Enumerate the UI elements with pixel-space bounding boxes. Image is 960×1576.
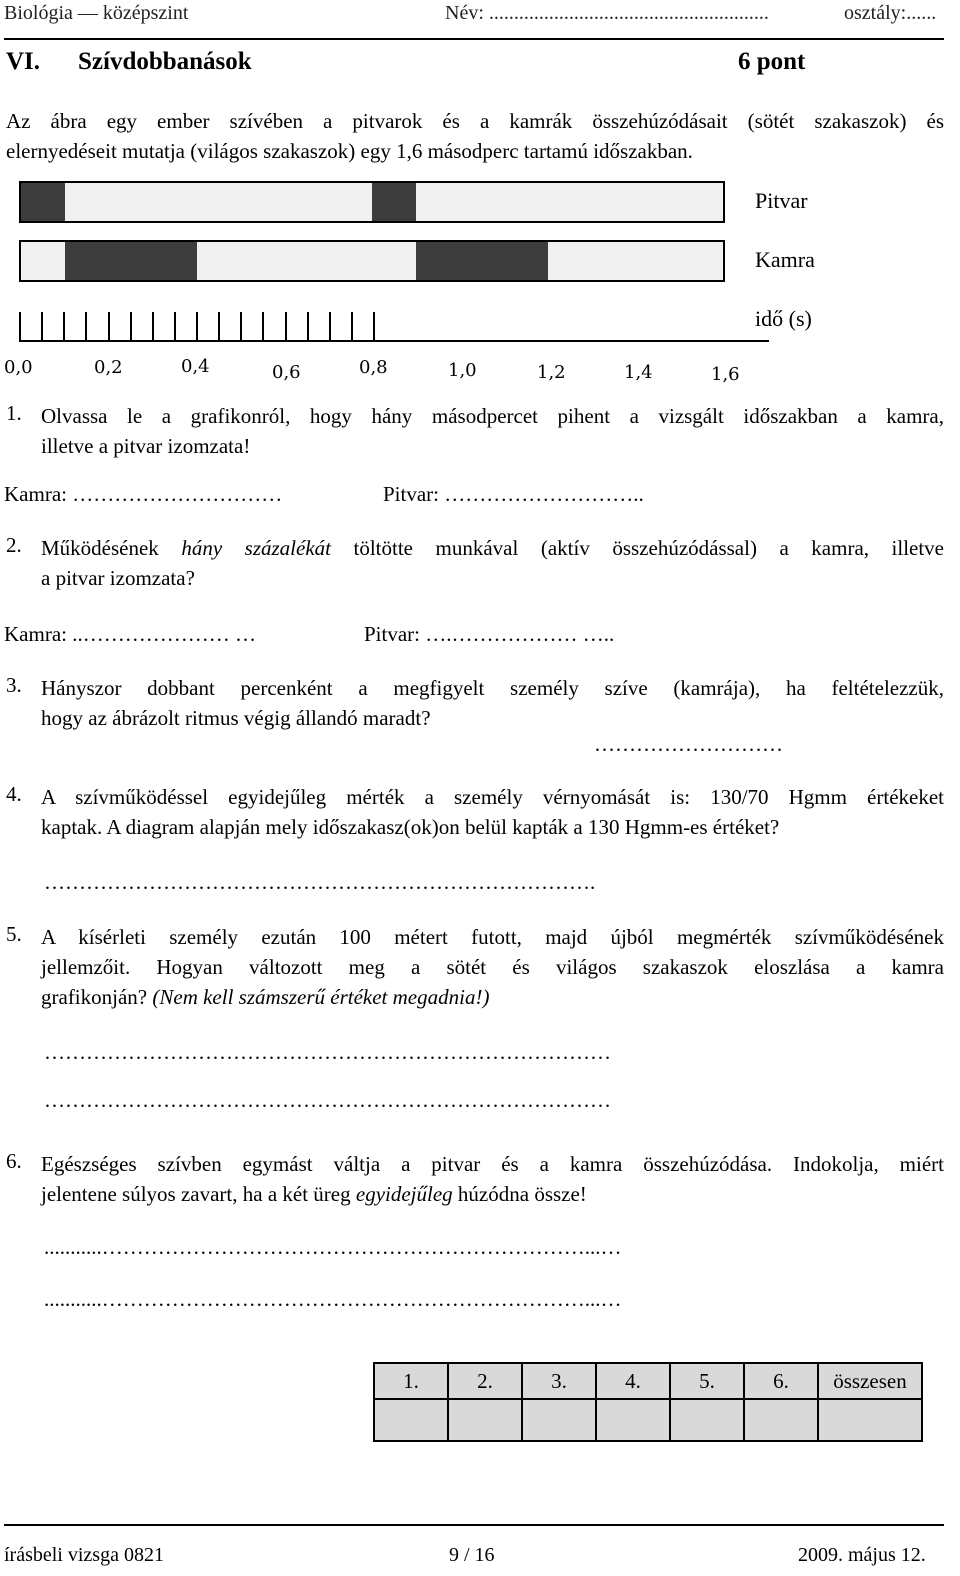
score-header-1: 1. xyxy=(374,1363,448,1399)
q2-text-post: töltötte munkával (aktív összehúzódással) a kamra, illetve xyxy=(331,536,945,560)
time-axis-tick-label: 0,6 xyxy=(272,362,301,383)
time-axis-tick-label: 0,4 xyxy=(181,356,210,377)
score-table xyxy=(373,1362,923,1442)
time-axis-tick xyxy=(174,312,176,342)
score-header-6: 6. xyxy=(744,1363,818,1399)
time-axis-tick-label: 0,8 xyxy=(359,357,388,378)
q1-answer-kamra[interactable]: Kamra: ………………………… xyxy=(4,482,283,506)
score-cell-2[interactable] xyxy=(448,1399,522,1441)
q2-answer-kamra[interactable]: Kamra: ..………………… … xyxy=(4,622,256,646)
q2-answer-pitvar[interactable]: Pitvar: ….……………… ….. xyxy=(364,622,615,646)
q2-number: 2. xyxy=(6,533,22,557)
score-header-3: 3. xyxy=(522,1363,596,1399)
time-axis-label: idő (s) xyxy=(755,306,812,331)
q3-number: 3. xyxy=(6,673,22,697)
score-header-2: 2. xyxy=(448,1363,522,1399)
q2-text-emphasis: hány százalékát xyxy=(181,536,331,560)
score-header-total: összesen xyxy=(818,1363,922,1399)
kamra-contraction-1 xyxy=(65,242,197,280)
time-axis-tick-label: 1,4 xyxy=(624,362,653,383)
time-axis-tick xyxy=(108,312,110,342)
score-header-4: 4. xyxy=(596,1363,670,1399)
time-axis-tick xyxy=(85,312,87,342)
q4-line-2: kaptak. A diagram alapján mely időszakasz(ok)on belül kapták a 130 Hgmm-es értéket? xyxy=(41,815,780,839)
q2-line-2: a pitvar izomzata? xyxy=(41,566,195,590)
time-axis-tick xyxy=(152,312,154,342)
q3-answer[interactable]: ……………………… xyxy=(594,732,783,756)
q5-answer-line-1[interactable]: ……………………………………………………………………… xyxy=(44,1040,611,1064)
q1-number: 1. xyxy=(6,401,22,425)
q5-line-2: jellemzőit. Hogyan változott meg a sötét és világos szakaszok eloszlása a kamra xyxy=(41,955,944,979)
q6-number: 6. xyxy=(6,1149,22,1173)
score-cell-6[interactable] xyxy=(744,1399,818,1441)
time-axis-tick xyxy=(329,312,331,342)
score-cell-3[interactable] xyxy=(522,1399,596,1441)
q5-number: 5. xyxy=(6,922,22,946)
q6-text-post: húzódna össze! xyxy=(452,1182,587,1206)
pitvar-contraction-1 xyxy=(21,183,65,221)
q4-number: 4. xyxy=(6,782,22,806)
time-axis-tick xyxy=(240,312,242,342)
q6-line-2 xyxy=(41,1179,944,1209)
time-axis-tick-label: 1,2 xyxy=(537,362,566,383)
kamra-bar xyxy=(19,240,725,282)
q4-line-1: A szívműködéssel egyidejűleg mérték a személy vérnyomását is: 130/70 Hgmm értékeket xyxy=(41,785,944,809)
pitvar-contraction-2 xyxy=(372,183,416,221)
q5-line-1: A kísérleti személy ezután 100 métert futott, majd újból megmérték szívműködésének xyxy=(41,925,944,949)
time-axis-tick-label: 0,0 xyxy=(4,357,33,378)
section-number: VI. xyxy=(6,48,41,75)
score-header-5: 5. xyxy=(670,1363,744,1399)
q5-text-pre: grafikonján? xyxy=(41,985,153,1009)
time-axis-tick-label: 1,6 xyxy=(711,364,740,385)
q5-text-emphasis: (Nem kell számszerű értéket megadnia!) xyxy=(152,985,490,1009)
footer-exam-code: írásbeli vizsga 0821 xyxy=(4,1544,164,1566)
time-axis-tick xyxy=(196,312,198,342)
section-title: Szívdobbanások xyxy=(78,48,252,75)
time-axis-tick xyxy=(285,312,287,342)
intro-line-2: elernyedéseit mutatja (világos szakaszok) egy 1,6 másodperc tartamú időszakban. xyxy=(6,139,693,163)
time-axis-tick-label: 0,2 xyxy=(94,357,123,378)
header-name-field: Név: ........................................................ xyxy=(445,2,769,24)
q2-line-1 xyxy=(41,533,944,563)
q6-line-1: Egészséges szívben egymást váltja a pitvar és a kamra összehúzódása. Indokolja, miért xyxy=(41,1152,944,1176)
q2-text-pre: Működésének xyxy=(41,536,182,560)
kamra-contraction-2 xyxy=(416,242,548,280)
score-cell-1[interactable] xyxy=(374,1399,448,1441)
q4-answer[interactable]: ……………………………………………………………………. xyxy=(44,870,596,894)
time-axis-tick-label: 1,0 xyxy=(448,360,477,381)
pitvar-bar xyxy=(19,181,725,223)
q6-answer-line-2[interactable]: ...........……………………………………………………………...… xyxy=(44,1287,622,1311)
q3-line-1: Hányszor dobbant percenként a megfigyelt személy szíve (kamrája), ha feltételezzük, xyxy=(41,676,944,700)
footer-date: 2009. május 12. xyxy=(798,1544,926,1566)
header-rule xyxy=(4,38,944,40)
time-axis-tick xyxy=(19,312,21,342)
pitvar-label: Pitvar xyxy=(755,188,808,213)
header-class-field: osztály:...... xyxy=(844,2,937,24)
section-points: 6 pont xyxy=(738,48,806,75)
score-cell-total[interactable] xyxy=(818,1399,922,1441)
time-axis-tick xyxy=(262,312,264,342)
q6-text-pre: jelentene súlyos zavart, ha a két üreg xyxy=(41,1182,356,1206)
q3-line-2: hogy az ábrázolt ritmus végig állandó maradt? xyxy=(41,706,431,730)
score-table-value-row xyxy=(374,1399,922,1441)
score-cell-5[interactable] xyxy=(670,1399,744,1441)
time-axis-tick xyxy=(307,312,309,342)
score-table-header-row xyxy=(374,1363,922,1399)
q1-line-2: illetve a pitvar izomzata! xyxy=(41,434,251,458)
time-axis-tick xyxy=(373,312,375,342)
kamra-label: Kamra xyxy=(755,247,815,272)
time-axis-tick xyxy=(41,312,43,342)
score-cell-4[interactable] xyxy=(596,1399,670,1441)
footer-rule xyxy=(4,1524,944,1526)
q1-answer-pitvar[interactable]: Pitvar: ……………………….. xyxy=(383,482,644,506)
time-axis-tick xyxy=(130,312,132,342)
footer-page-number: 9 / 16 xyxy=(449,1544,495,1566)
q6-text-emphasis: egyidejűleg xyxy=(355,1182,453,1206)
header-subject: Biológia — középszint xyxy=(4,2,189,24)
q1-line-1: Olvassa le a grafikonról, hogy hány másodpercet pihent a vizsgált időszakban a kamra, xyxy=(41,404,944,428)
q6-answer-line-1[interactable]: ...........……………………………………………………………...… xyxy=(44,1235,622,1259)
time-axis-tick xyxy=(63,312,65,342)
time-axis-tick xyxy=(351,312,353,342)
q5-line-3 xyxy=(41,982,944,1012)
intro-line-1: Az ábra egy ember szívében a pitvarok és a kamrák összehúzódásait (sötét szakaszok) és xyxy=(6,109,944,133)
time-axis-tick xyxy=(218,312,220,342)
q5-answer-line-2[interactable]: ……………………………………………………………………… xyxy=(44,1088,611,1112)
